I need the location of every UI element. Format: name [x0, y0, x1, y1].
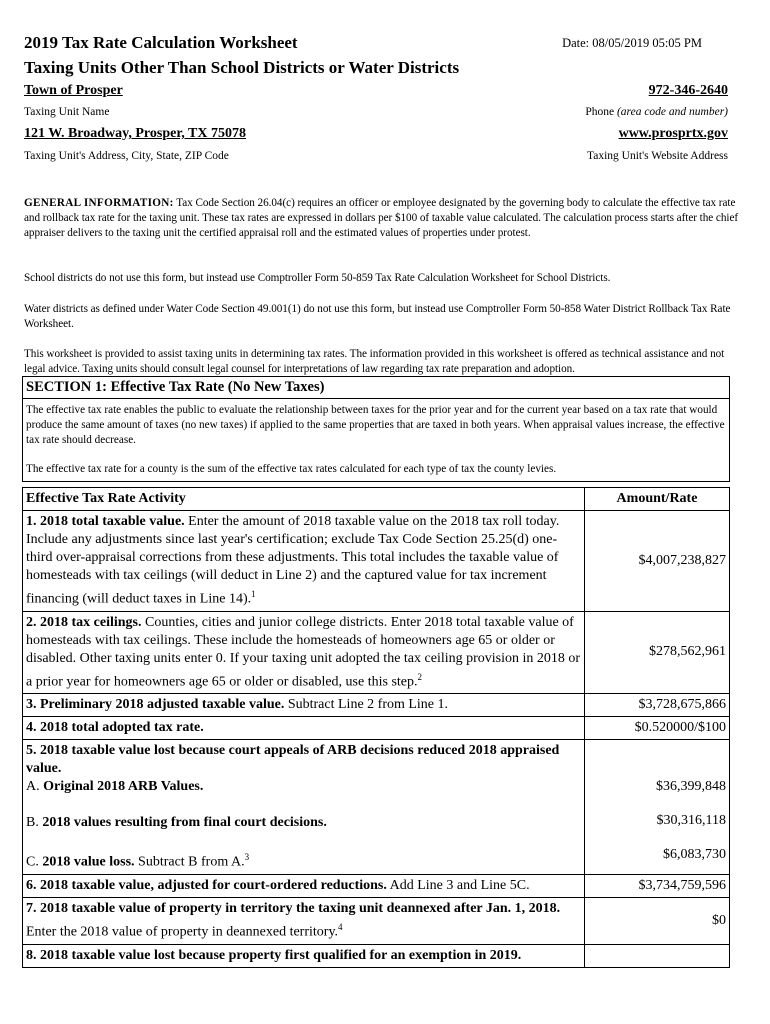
worksheet-title: 2019 Tax Rate Calculation Worksheet: [24, 33, 298, 52]
line1-value: $4,007,238,827: [585, 511, 730, 612]
phone-label: Phone (area code and number): [585, 106, 728, 118]
unit-website: www.prosprtx.gov: [618, 126, 728, 141]
address-row: [24, 126, 728, 144]
table-row: 1. 2018 total taxable value. Enter the amount of 2018 taxable value on the 2018 tax roll today. Include any adjustments since last year's certification; exclude Tax Code Section 25.25(d) one-third over-appraisal corrections from these adjustments. This total includes the taxable value of homesteads with tax ceilings (will deduct in Line 2) and the captured value for tax increment financing (will deduct taxes in Line 14).$^1$ $4,007,238,827: [23, 511, 730, 612]
line4-value: $0.520000/$100: [585, 717, 730, 740]
worksheet-date: Date: 08/05/2019 05:05 PM: [562, 36, 702, 50]
table-row: 5. 2018 taxable value lost because court appeals of ARB decisions reduced 2018 appraised value. A. Original 2018 ARB Values. B. 2018 values resulting from final court decisions. C. 2018 value loss. Subtract B from A.$^3$ $36,399,848 $30,316,118 $6,083,730: [23, 740, 730, 875]
unit-name-label-row: [24, 106, 728, 121]
address-label-row: [24, 150, 728, 165]
unit-name: Town of Prosper: [24, 83, 123, 98]
table-row: 3. Preliminary 2018 adjusted taxable value. Subtract Line 2 from Line 1. $3,728,675,866: [23, 694, 730, 717]
general-information-heading: GENERAL INFORMATION:: [24, 197, 174, 209]
unit-name-row: [24, 83, 728, 101]
worksheet-subtitle: Taxing Units Other Than School Districts or Water Districts: [24, 58, 460, 77]
website-label: Taxing Unit's Website Address: [587, 150, 728, 162]
table-row: 8. 2018 taxable value lost because property first qualified for an exemption in 2019.: [23, 944, 730, 967]
line2-value: $278,562,961: [585, 611, 730, 694]
section1-title: SECTION 1: Effective Tax Rate (No New Taxes): [23, 377, 730, 399]
col-activity-header: Effective Tax Rate Activity: [23, 488, 585, 511]
unit-name-label: Taxing Unit Name: [24, 106, 110, 118]
line5a-value: $36,399,848: [656, 779, 726, 795]
unit-phone: 972-346-2640: [648, 83, 728, 98]
line5c-value: $6,083,730: [663, 847, 726, 863]
table-row: 7. 2018 taxable value of property in territory the taxing unit deannexed after Jan. 1, 2018. Enter the 2018 value of property in deannexed territory.$^4$ $0: [23, 897, 730, 944]
table-header-row: [23, 488, 730, 511]
line7-value: $0: [585, 897, 730, 944]
line6-value: $3,734,759,596: [585, 874, 730, 897]
assistance-note: This worksheet is provided to assist taxing units in determining tax rates. The information provided in this worksheet is offered as technical assistance and not legal advice. Taxing units should consult legal counsel for interpretations of law regarding tax rate preparation and adoption.: [24, 348, 725, 375]
section1-intro: The effective tax rate enables the public to evaluate the relationship between taxes for the prior year and for the current year based on a tax rate that would produce the same amount of taxes (no new taxes) if applied to the same properties that are taxed in both years. When appraisal values increase, the effective tax rate should decrease. The effective tax rate for a county is the sum of the effective tax rates calculated for each type of tax the county levies.: [23, 399, 730, 482]
line3-value: $3,728,675,866: [585, 694, 730, 717]
general-information: GENERAL INFORMATION: Tax Code Section 26.04(c) requires an officer or employee designated by the governing body to calculate the effective tax rate and rollback tax rate for the taxing unit. These tax rates are expressed in dollars per $100 of taxable value calculated. The calculation process starts after the chief appraiser delivers to the taxing unit the certified appraisal roll and the estimated values of properties under protest.: [24, 197, 739, 239]
section1-box: [22, 376, 730, 482]
col-amount-header: Amount/Rate: [585, 488, 730, 511]
school-districts-note: School districts do not use this form, but instead use Comptroller Form 50-859 Tax Rate Calculation Worksheet for School Districts.: [24, 272, 611, 284]
water-districts-note: Water districts as defined under Water Code Section 49.001(1) do not use this form, but instead use Comptroller Form 50-858 Water District Rollback Tax Rate Worksheet.: [24, 303, 731, 330]
address-label: Taxing Unit's Address, City, State, ZIP Code: [24, 150, 229, 162]
table-row: 4. 2018 total adopted tax rate. $0.520000/$100: [23, 717, 730, 740]
table-row: 6. 2018 taxable value, adjusted for court-ordered reductions. Add Line 3 and Line 5C. $3,734,759,596: [23, 874, 730, 897]
table-row: 2. 2018 tax ceilings. Counties, cities and junior college districts. Enter 2018 total taxable value of homesteads with tax ceilings. These include the homesteads of homeowners age 65 or older or disabled. Other taxing units enter 0. If your taxing unit adopted the tax ceiling provision in 2018 or a prior year for homeowners age 65 or older or disabled, use this step.$^2$ $278,562,961: [23, 611, 730, 694]
line5b-value: $30,316,118: [656, 813, 726, 829]
unit-address: 121 W. Broadway, Prosper, TX 75078: [24, 126, 246, 141]
effective-rate-table: [22, 487, 730, 968]
